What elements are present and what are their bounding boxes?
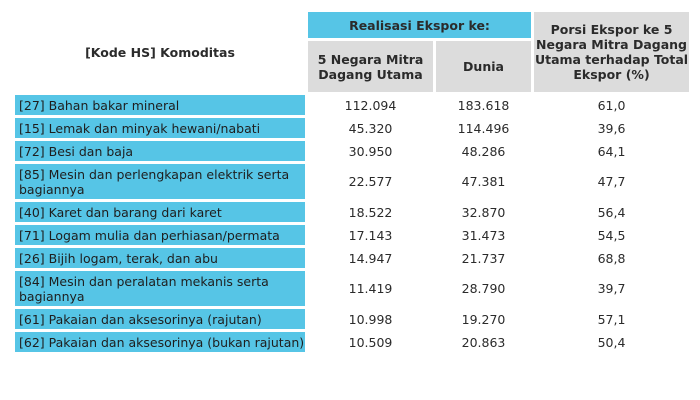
mitra-value: 18.522 <box>308 202 433 222</box>
commodity-name: [27] Bahan bakar mineral <box>15 95 305 115</box>
commodity-name: [40] Karet dan barang dari karet <box>15 202 305 222</box>
dunia-value: 19.270 <box>436 309 531 329</box>
porsi-value: 64,1 <box>534 141 689 161</box>
table-row <box>15 332 689 352</box>
mitra-value: 30.950 <box>308 141 433 161</box>
table-row <box>15 309 689 329</box>
porsi-value: 56,4 <box>534 202 689 222</box>
mitra-value: 10.509 <box>308 332 433 352</box>
dunia-value: 21.737 <box>436 248 531 268</box>
header-dunia: Dunia <box>436 41 531 92</box>
commodity-name: [71] Logam mulia dan perhiasan/permata <box>15 225 305 245</box>
mitra-value: 11.419 <box>308 271 433 306</box>
dunia-value: 32.870 <box>436 202 531 222</box>
export-commodity-table <box>12 9 692 355</box>
mitra-value: 14.947 <box>308 248 433 268</box>
mitra-value: 22.577 <box>308 164 433 199</box>
dunia-value: 114.496 <box>436 118 531 138</box>
dunia-value: 47.381 <box>436 164 531 199</box>
table-row <box>15 248 689 268</box>
header-realisasi: Realisasi Ekspor ke: <box>308 12 531 38</box>
table-row <box>15 202 689 222</box>
porsi-value: 39,7 <box>534 271 689 306</box>
commodity-name: [72] Besi dan baja <box>15 141 305 161</box>
commodity-name: [85] Mesin dan perlengkapan elektrik serta bagiannya <box>15 164 305 199</box>
porsi-value: 39,6 <box>534 118 689 138</box>
commodity-name: [62] Pakaian dan aksesorinya (bukan rajutan) <box>15 332 305 352</box>
porsi-value: 68,8 <box>534 248 689 268</box>
header-komoditas: [Kode HS] Komoditas <box>15 12 305 92</box>
commodity-name: [61] Pakaian dan aksesorinya (rajutan) <box>15 309 305 329</box>
header-porsi: Porsi Ekspor ke 5 Negara Mitra Dagang Utama terhadap Total Ekspor (%) <box>534 12 689 92</box>
porsi-value: 47,7 <box>534 164 689 199</box>
commodity-name: [84] Mesin dan peralatan mekanis serta bagiannya <box>15 271 305 306</box>
porsi-value: 57,1 <box>534 309 689 329</box>
dunia-value: 31.473 <box>436 225 531 245</box>
dunia-value: 48.286 <box>436 141 531 161</box>
mitra-value: 45.320 <box>308 118 433 138</box>
table-row <box>15 271 689 306</box>
header-mitra: 5 Negara Mitra Dagang Utama <box>308 41 433 92</box>
dunia-value: 20.863 <box>436 332 531 352</box>
table-row <box>15 225 689 245</box>
mitra-value: 10.998 <box>308 309 433 329</box>
porsi-value: 61,0 <box>534 95 689 115</box>
table-row <box>15 95 689 115</box>
mitra-value: 112.094 <box>308 95 433 115</box>
table-row <box>15 141 689 161</box>
dunia-value: 183.618 <box>436 95 531 115</box>
table-row <box>15 164 689 199</box>
porsi-value: 54,5 <box>534 225 689 245</box>
table-row <box>15 118 689 138</box>
dunia-value: 28.790 <box>436 271 531 306</box>
commodity-name: [26] Bijih logam, terak, dan abu <box>15 248 305 268</box>
porsi-value: 50,4 <box>534 332 689 352</box>
commodity-name: [15] Lemak dan minyak hewani/nabati <box>15 118 305 138</box>
mitra-value: 17.143 <box>308 225 433 245</box>
